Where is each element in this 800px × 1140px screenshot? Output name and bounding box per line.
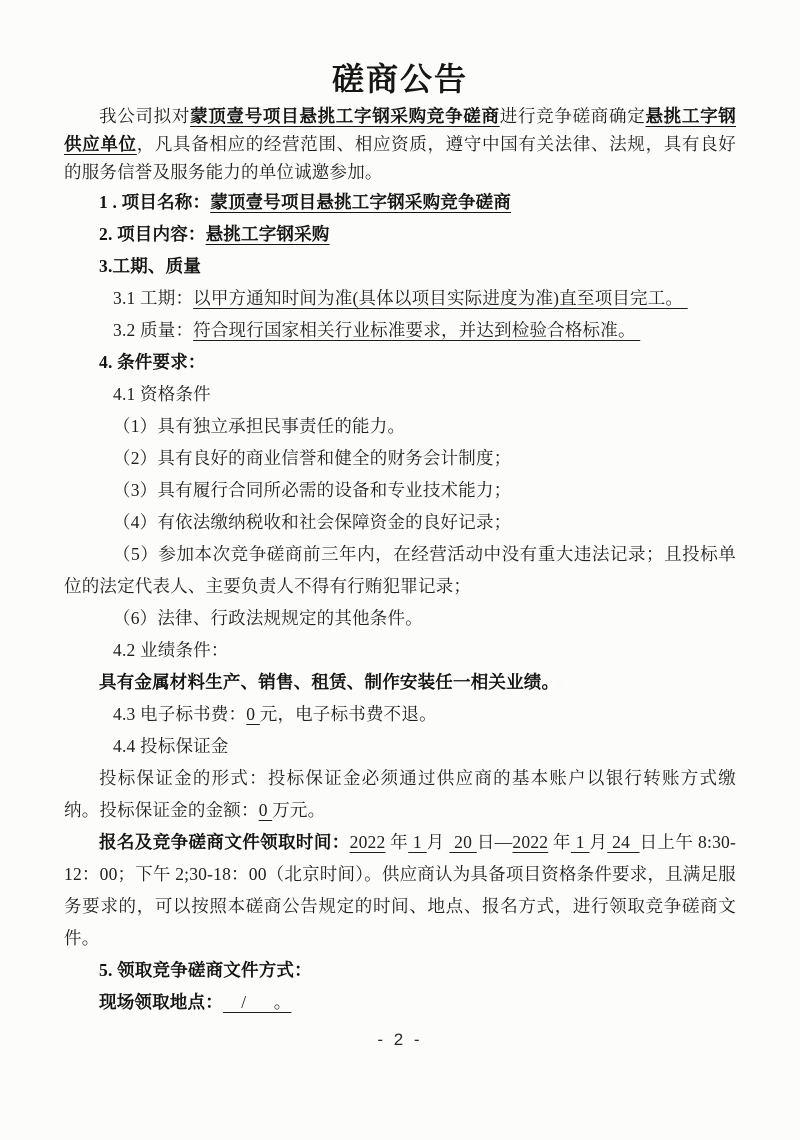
- text-run: 月: [426, 832, 450, 852]
- condition-6: [64, 602, 736, 634]
- text-run: 具有金属材料生产、销售、租赁、制作安装任一相关业绩。: [99, 672, 560, 692]
- text-run: 进行竞争磋商确定: [499, 106, 646, 126]
- text-run: 4.4 投标保证金: [113, 736, 229, 756]
- text-run: 3.工期、质量: [99, 256, 202, 276]
- text-run: 悬挑工字钢供应单位: [64, 106, 737, 154]
- deposit-paragraph: [64, 762, 736, 826]
- text-run: / 。: [222, 992, 292, 1012]
- text-run: 年: [385, 832, 409, 852]
- text-run: 1: [570, 832, 590, 852]
- section-3-heading: [64, 250, 736, 282]
- text-run: 万元。: [272, 800, 326, 820]
- text-run: 1: [408, 832, 427, 852]
- text-run: 1 . 项目名称：: [99, 192, 211, 212]
- clause-3-2-quality: [64, 314, 736, 346]
- text-run: 4.3 电子标书费：: [113, 704, 247, 724]
- text-run: 0: [246, 704, 260, 724]
- section-4-heading: [64, 346, 736, 378]
- item-project-content: [64, 218, 736, 250]
- text-run: （2）具有良好的商业信誉和健全的财务会计制度；: [113, 448, 512, 468]
- text-run: 4.2 业绩条件：: [113, 640, 229, 660]
- text-run: 日上午 8:30-12：00；下午 2;30-18：00（北京时间）。供应商认为具备项目资格条件要求，且满足服务要求的，可以按照本磋商公告规定的时间、地点、报名方式，进行领取竞争磋商文件。: [64, 832, 737, 948]
- text-run: 投标保证金的形式：投标保证金必须通过供应商的基本账户以银行转账方式缴纳。投标保证金的金额：: [64, 768, 736, 820]
- text-run: 2. 项目内容：: [99, 224, 206, 244]
- text-run: （5）参加本次竞争磋商前三年内，在经营活动中没有重大违法记录；且投标单位的法定代表人、主要负责人不得有行贿犯罪记录；: [64, 544, 736, 596]
- item-project-name: [64, 186, 736, 218]
- text-run: 4.1 资格条件: [113, 384, 211, 404]
- text-run: 报名及竞争磋商文件领取时间：: [99, 832, 350, 852]
- text-run: 蒙顶壹号项目悬挑工字钢采购竞争磋商: [190, 106, 500, 126]
- text-run: 符合现行国家相关行业标准要求，并达到检验合格标准。: [193, 320, 641, 340]
- text-run: 悬挑工字钢采购: [205, 224, 330, 244]
- text-run: 我公司拟对: [99, 106, 191, 126]
- text-run: 4. 条件要求：: [99, 352, 206, 372]
- doc-title: 磋商公告: [331, 61, 468, 97]
- text-run: 月: [589, 832, 608, 852]
- text-run: 5. 领取竞争磋商文件方式：: [99, 960, 312, 980]
- text-run: （6）法律、行政法规规定的其他条件。: [113, 608, 423, 628]
- signup-time-paragraph: [64, 826, 736, 954]
- text-run: 以甲方通知时间为准(具体以项目实际进度为准)直至项目完工。: [193, 288, 688, 308]
- clause-4-2-performance-heading: [64, 634, 736, 666]
- condition-4: [64, 506, 736, 538]
- text-run: 2022: [512, 832, 549, 852]
- performance-requirement: [64, 666, 736, 698]
- text-run: 现场领取地点：: [99, 992, 223, 1012]
- condition-3: [64, 474, 736, 506]
- clause-4-3-bid-doc-fee: [64, 698, 736, 730]
- text-run: 0: [258, 800, 273, 820]
- text-run: 蒙顶壹号项目悬挑工字钢采购竞争磋商: [210, 192, 512, 212]
- condition-5: [64, 538, 736, 602]
- pickup-location-line: [64, 986, 736, 1018]
- text-run: 年: [548, 832, 571, 852]
- clause-4-4-bid-deposit-heading: [64, 730, 736, 762]
- page-number: - 2 -: [377, 1030, 423, 1049]
- text-run: 3.1 工期：: [113, 288, 194, 308]
- condition-2: [64, 442, 736, 474]
- text-run: 20: [449, 832, 477, 852]
- text-run: （1）具有独立承担民事责任的能力。: [113, 416, 406, 436]
- text-run: 元，电子标书费不退。: [259, 704, 437, 724]
- clause-4-1-qualification: [64, 378, 736, 410]
- text-run: 3.2 质量：: [113, 320, 194, 340]
- intro-paragraph: [64, 102, 736, 186]
- clause-3-1-duration: [64, 282, 736, 314]
- text-run: 2022: [349, 832, 386, 852]
- section-5-heading: [64, 954, 736, 986]
- condition-1: [64, 410, 736, 442]
- text-run: 24: [607, 832, 640, 852]
- text-run: 日—: [476, 832, 513, 852]
- text-run: （4）有依法缴纳税收和社会保障资金的良好记录；: [113, 512, 512, 532]
- text-run: ，凡具备相应的经营范围、相应资质，遵守中国有关法律、法规，具有良好的服务信誉及服务能力的单位诚邀参加。: [64, 134, 736, 182]
- text-run: （3）具有履行合同所必需的设备和专业技术能力；: [113, 480, 512, 500]
